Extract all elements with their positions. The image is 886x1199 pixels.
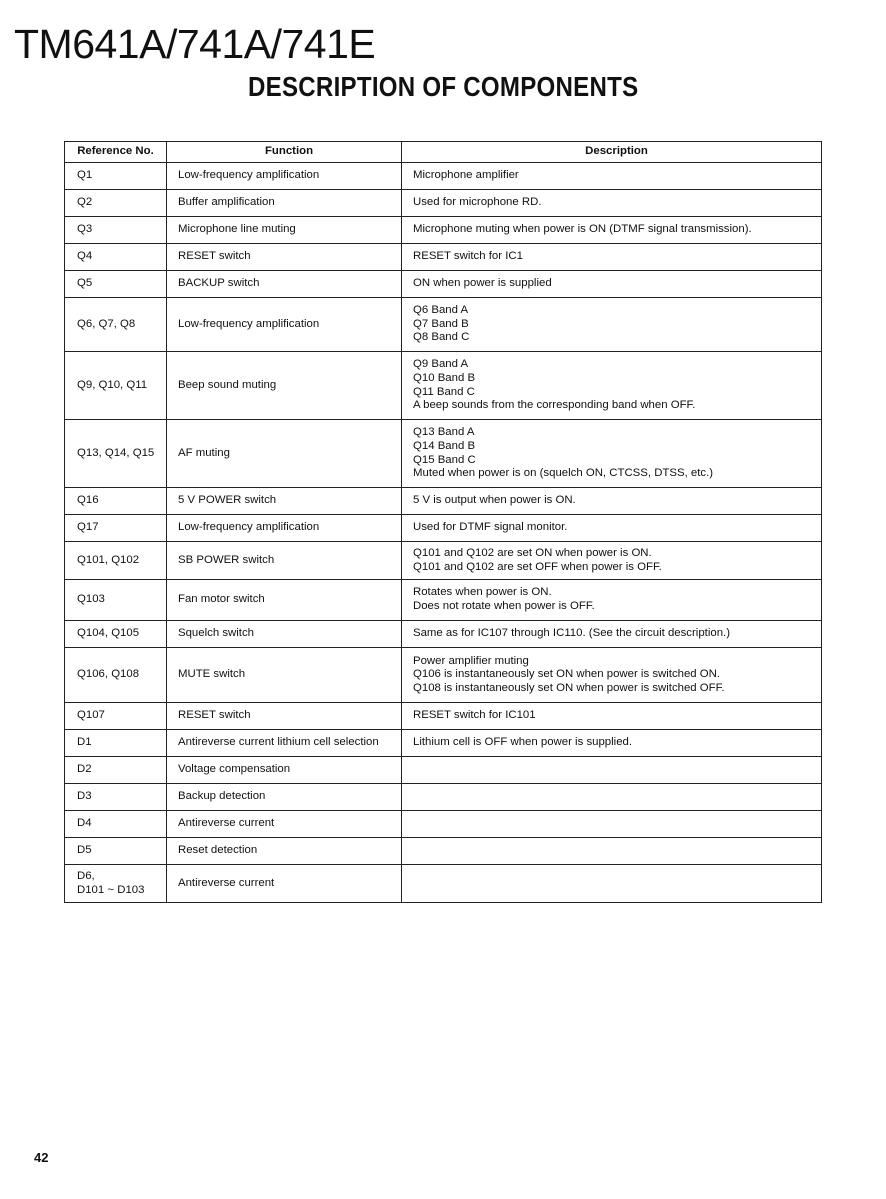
reference-text: Q3: [77, 223, 93, 236]
reference-cell: [65, 703, 167, 730]
table-row: [65, 542, 822, 580]
reference-cell: [65, 648, 167, 703]
table-row: [65, 244, 822, 271]
table-row: [65, 811, 822, 838]
description-line: Q11 Band C: [413, 385, 475, 398]
description-cell: [402, 217, 822, 244]
column-header-function: Function: [167, 142, 402, 163]
description-cell: [402, 703, 822, 730]
reference-cell: [65, 515, 167, 542]
description-line: 5 V is output when power is ON.: [413, 494, 576, 507]
reference-text: Q4: [77, 250, 93, 263]
reference-text: Q107: [77, 709, 105, 722]
reference-cell: [65, 244, 167, 271]
function-cell: 5 V POWER switch: [167, 488, 402, 515]
description-line: Power amplifier muting: [413, 654, 529, 667]
reference-text: D1: [77, 736, 92, 749]
description-cell: [402, 580, 822, 621]
reference-text: D5: [77, 844, 92, 857]
table-row: [65, 271, 822, 298]
description-line: Used for DTMF signal monitor.: [413, 521, 568, 534]
reference-text: Q9, Q10, Q11: [77, 378, 148, 391]
table-row: [65, 163, 822, 190]
function-cell: Voltage compensation: [167, 757, 402, 784]
function-cell: Backup detection: [167, 784, 402, 811]
description-line: A beep sounds from the corresponding band when OFF.: [413, 399, 696, 412]
description-cell: [402, 244, 822, 271]
reference-text: Q1: [77, 169, 93, 182]
reference-cell: [65, 163, 167, 190]
description-line: Q8 Band C: [413, 331, 470, 344]
description-line: Q108 is instantaneously set ON when power is switched OFF.: [413, 681, 725, 694]
table-row: [65, 730, 822, 757]
reference-text: D2: [77, 763, 92, 776]
function-cell: Low-frequency amplification: [167, 298, 402, 352]
reference-cell: [65, 298, 167, 352]
table-row: [65, 580, 822, 621]
reference-cell: [65, 865, 167, 903]
reference-cell: [65, 580, 167, 621]
description-line: RESET switch for IC101: [413, 709, 536, 722]
reference-cell: [65, 757, 167, 784]
description-line: Microphone muting when power is ON (DTMF signal transmission).: [413, 223, 752, 236]
reference-cell: [65, 488, 167, 515]
column-header-reference: Reference No.: [65, 142, 167, 163]
table-row: [65, 865, 822, 903]
reference-text: Q104, Q105: [77, 627, 140, 640]
table-row: [65, 838, 822, 865]
table-row: [65, 488, 822, 515]
reference-text: Q101, Q102: [77, 553, 140, 566]
reference-cell: [65, 811, 167, 838]
reference-cell: [65, 271, 167, 298]
description-line: Used for microphone RD.: [413, 196, 542, 209]
reference-cell: [65, 217, 167, 244]
description-cell: [402, 298, 822, 352]
reference-text: Q106, Q108: [77, 668, 140, 681]
function-cell: Antireverse current: [167, 811, 402, 838]
function-cell: AF muting: [167, 420, 402, 488]
function-cell: RESET switch: [167, 703, 402, 730]
table-row: [65, 298, 822, 352]
description-line: Q6 Band A: [413, 304, 469, 317]
function-cell: Low-frequency amplification: [167, 515, 402, 542]
function-cell: BACKUP switch: [167, 271, 402, 298]
function-cell: Buffer amplification: [167, 190, 402, 217]
function-cell: Microphone line muting: [167, 217, 402, 244]
table-row: [65, 420, 822, 488]
reference-text: Q17: [77, 521, 99, 534]
description-line: Rotates when power is ON.: [413, 586, 552, 599]
description-cell: [402, 488, 822, 515]
description-cell: [402, 621, 822, 648]
description-cell: [402, 648, 822, 703]
reference-cell: [65, 420, 167, 488]
page-number: 42: [34, 1150, 49, 1165]
reference-cell: [65, 784, 167, 811]
description-line: Q101 and Q102 are set OFF when power is OFF.: [413, 560, 662, 573]
function-cell: RESET switch: [167, 244, 402, 271]
reference-cell: [65, 542, 167, 580]
function-cell: Antireverse current: [167, 865, 402, 903]
components-table: [64, 141, 822, 903]
description-line: Q13 Band A: [413, 426, 475, 439]
reference-cell: [65, 621, 167, 648]
description-cell: [402, 757, 822, 784]
description-cell: [402, 784, 822, 811]
description-cell: [402, 163, 822, 190]
description-cell: [402, 730, 822, 757]
section-title: DESCRIPTION OF COMPONENTS: [248, 71, 639, 102]
description-line: Q106 is instantaneously set ON when power is switched ON.: [413, 668, 721, 681]
reference-text: Q2: [77, 196, 93, 209]
description-line: Same as for IC107 through IC110. (See the circuit description.): [413, 627, 730, 640]
column-header-description: Description: [402, 142, 822, 163]
table-body: [65, 163, 822, 903]
function-cell: Antireverse current lithium cell selection: [167, 730, 402, 757]
description-line: Q14 Band B: [413, 439, 476, 452]
description-line: Microphone amplifier: [413, 169, 519, 182]
description-line: Q9 Band A: [413, 358, 469, 371]
description-cell: [402, 352, 822, 420]
description-cell: [402, 190, 822, 217]
description-line: Lithium cell is OFF when power is supplied.: [413, 736, 633, 749]
reference-text: Q5: [77, 277, 93, 290]
function-cell: SB POWER switch: [167, 542, 402, 580]
description-cell: [402, 271, 822, 298]
function-cell: Low-frequency amplification: [167, 163, 402, 190]
function-cell: Reset detection: [167, 838, 402, 865]
description-cell: [402, 838, 822, 865]
reference-text: Q13, Q14, Q15: [77, 446, 155, 459]
function-cell: Beep sound muting: [167, 352, 402, 420]
table-row: [65, 352, 822, 420]
reference-text: D6,: [77, 869, 95, 882]
reference-text: Q16: [77, 494, 99, 507]
reference-cell: [65, 730, 167, 757]
table-row: [65, 515, 822, 542]
description-line: Q7 Band B: [413, 317, 469, 330]
description-line: Q15 Band C: [413, 453, 476, 466]
function-cell: MUTE switch: [167, 648, 402, 703]
reference-text: Q6, Q7, Q8: [77, 317, 136, 330]
reference-cell: [65, 190, 167, 217]
description-line: Does not rotate when power is OFF.: [413, 600, 595, 612]
document-model-title: TM641A/741A/741E: [14, 21, 376, 67]
description-line: Muted when power is on (squelch ON, CTCSS, DTSS, etc.): [413, 467, 714, 480]
reference-text: D3: [77, 790, 92, 803]
table-row: [65, 190, 822, 217]
description-line: Q10 Band B: [413, 371, 476, 384]
function-cell: Squelch switch: [167, 621, 402, 648]
table-row: [65, 703, 822, 730]
table-row: [65, 217, 822, 244]
reference-text: D4: [77, 817, 92, 830]
description-cell: [402, 515, 822, 542]
description-cell: [402, 865, 822, 903]
description-line: RESET switch for IC1: [413, 250, 523, 263]
table-row: [65, 648, 822, 703]
reference-cell: [65, 838, 167, 865]
table-row: [65, 757, 822, 784]
description-line: Q101 and Q102 are set ON when power is ON.: [413, 546, 652, 559]
function-cell: Fan motor switch: [167, 580, 402, 621]
description-line: ON when power is supplied: [413, 277, 552, 290]
description-cell: [402, 542, 822, 580]
reference-text: D101 ~ D103: [77, 883, 145, 896]
table-header-row: [65, 142, 822, 163]
table-row: [65, 784, 822, 811]
reference-cell: [65, 352, 167, 420]
description-cell: [402, 420, 822, 488]
table-row: [65, 621, 822, 648]
description-cell: [402, 811, 822, 838]
reference-text: Q103: [77, 593, 105, 606]
